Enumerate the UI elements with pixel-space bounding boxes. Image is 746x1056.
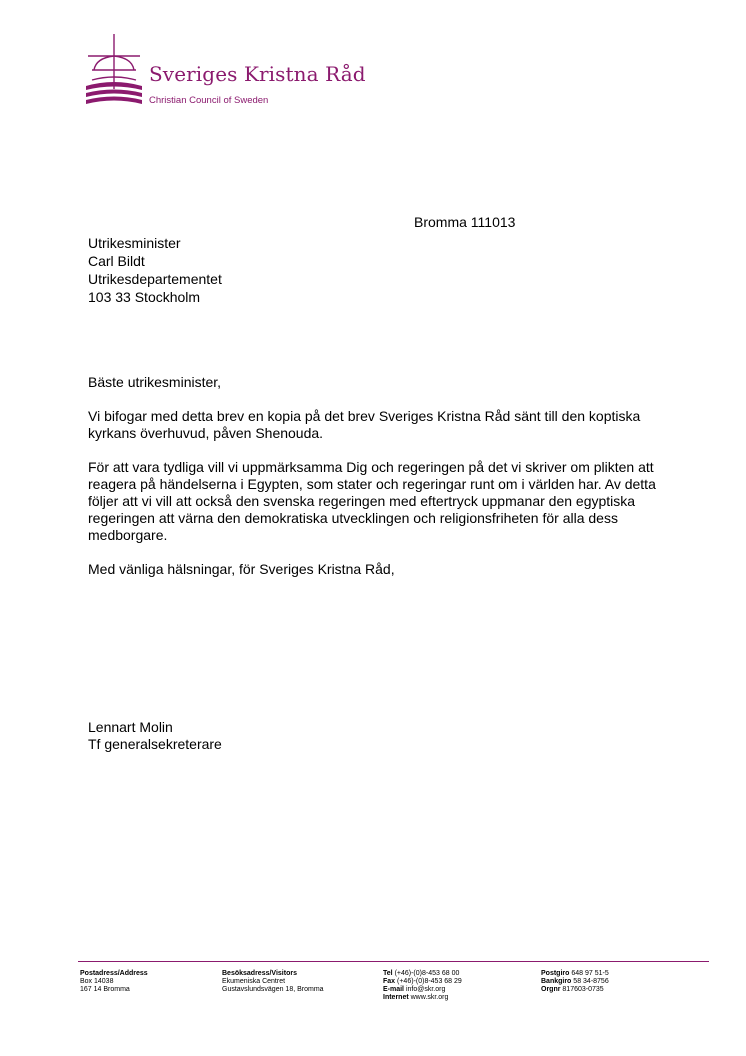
paragraph: Vi bifogar med detta brev en kopia på det brev Sveriges Kristna Råd sänt till den koptiska kyrkans överhuvud, påven Shenouda. [88,408,641,441]
org-subtitle: Christian Council of Sweden [149,95,269,106]
signer-title: Tf generalsekreterare [88,736,222,752]
footer-label: Internet [383,994,409,1001]
org-name: Sveriges Kristna Råd [149,62,366,86]
recipient-line: 103 33 Stockholm [88,289,201,305]
letter-date: Bromma 111013 [414,214,516,230]
footer-value: 817603-0735 [562,986,604,993]
footer-label: E-mail [383,986,405,993]
recipient-line: Carl Bildt [88,253,145,269]
letter-body [88,374,688,595]
cross-on-waves-icon [84,34,144,114]
closing: Med vänliga hälsningar, för Sveriges Kristna Råd, [88,561,395,577]
footer-label: Fax [383,978,396,985]
footer-label: Besöksadress/Visitors [222,970,297,977]
footer-label: Orgnr [541,986,561,993]
footer-value: Ekumeniska Centret [222,978,286,985]
footer-value: Gustavslundsvägen 18, Bromma [222,986,324,993]
footer-value: (+46)-(0)8-453 68 00 [394,970,460,977]
footer-visit [222,970,324,994]
footer-divider [78,961,709,962]
footer-value: 167 14 Bromma [80,986,130,993]
footer-postal [80,970,148,994]
recipient-line: Utrikesdepartementet [88,271,222,287]
footer-label: Postadress/Address [80,970,148,977]
footer-contact [383,970,462,1002]
letterhead-logo [84,34,364,114]
signer-name: Lennart Molin [88,719,173,735]
footer-value: 648 97 51-5 [571,970,609,977]
footer-accounts [541,970,609,994]
recipient-line: Utrikesminister [88,235,181,251]
footer-value: Box 14038 [80,978,114,985]
footer-website: www.skr.org [410,994,449,1001]
footer-label: Bankgiro [541,978,572,985]
footer-value: 58 34-8756 [573,978,609,985]
footer-value: (+46)-(0)8-453 68 29 [397,978,462,985]
footer-label: Postgiro [541,970,570,977]
greeting: Bäste utrikesminister, [88,374,222,390]
paragraph: För att vara tydliga vill vi uppmärksamma Dig och regeringen på det vi skriver om plikten att reagera på händelserna i Egypten, som stater och regeringar runt om i världen har. Av detta följer att vi vill att också den svenska regeringen med eftertryck uppmanar den egyptiska regeringen att värna den demokratiska utvecklingen och religionsfriheten för alla dess medborgare. [88,459,656,543]
footer-label: Tel [383,970,393,977]
signature-block [88,719,222,753]
footer-email: info@skr.org [405,986,446,993]
recipient-address [88,234,222,306]
